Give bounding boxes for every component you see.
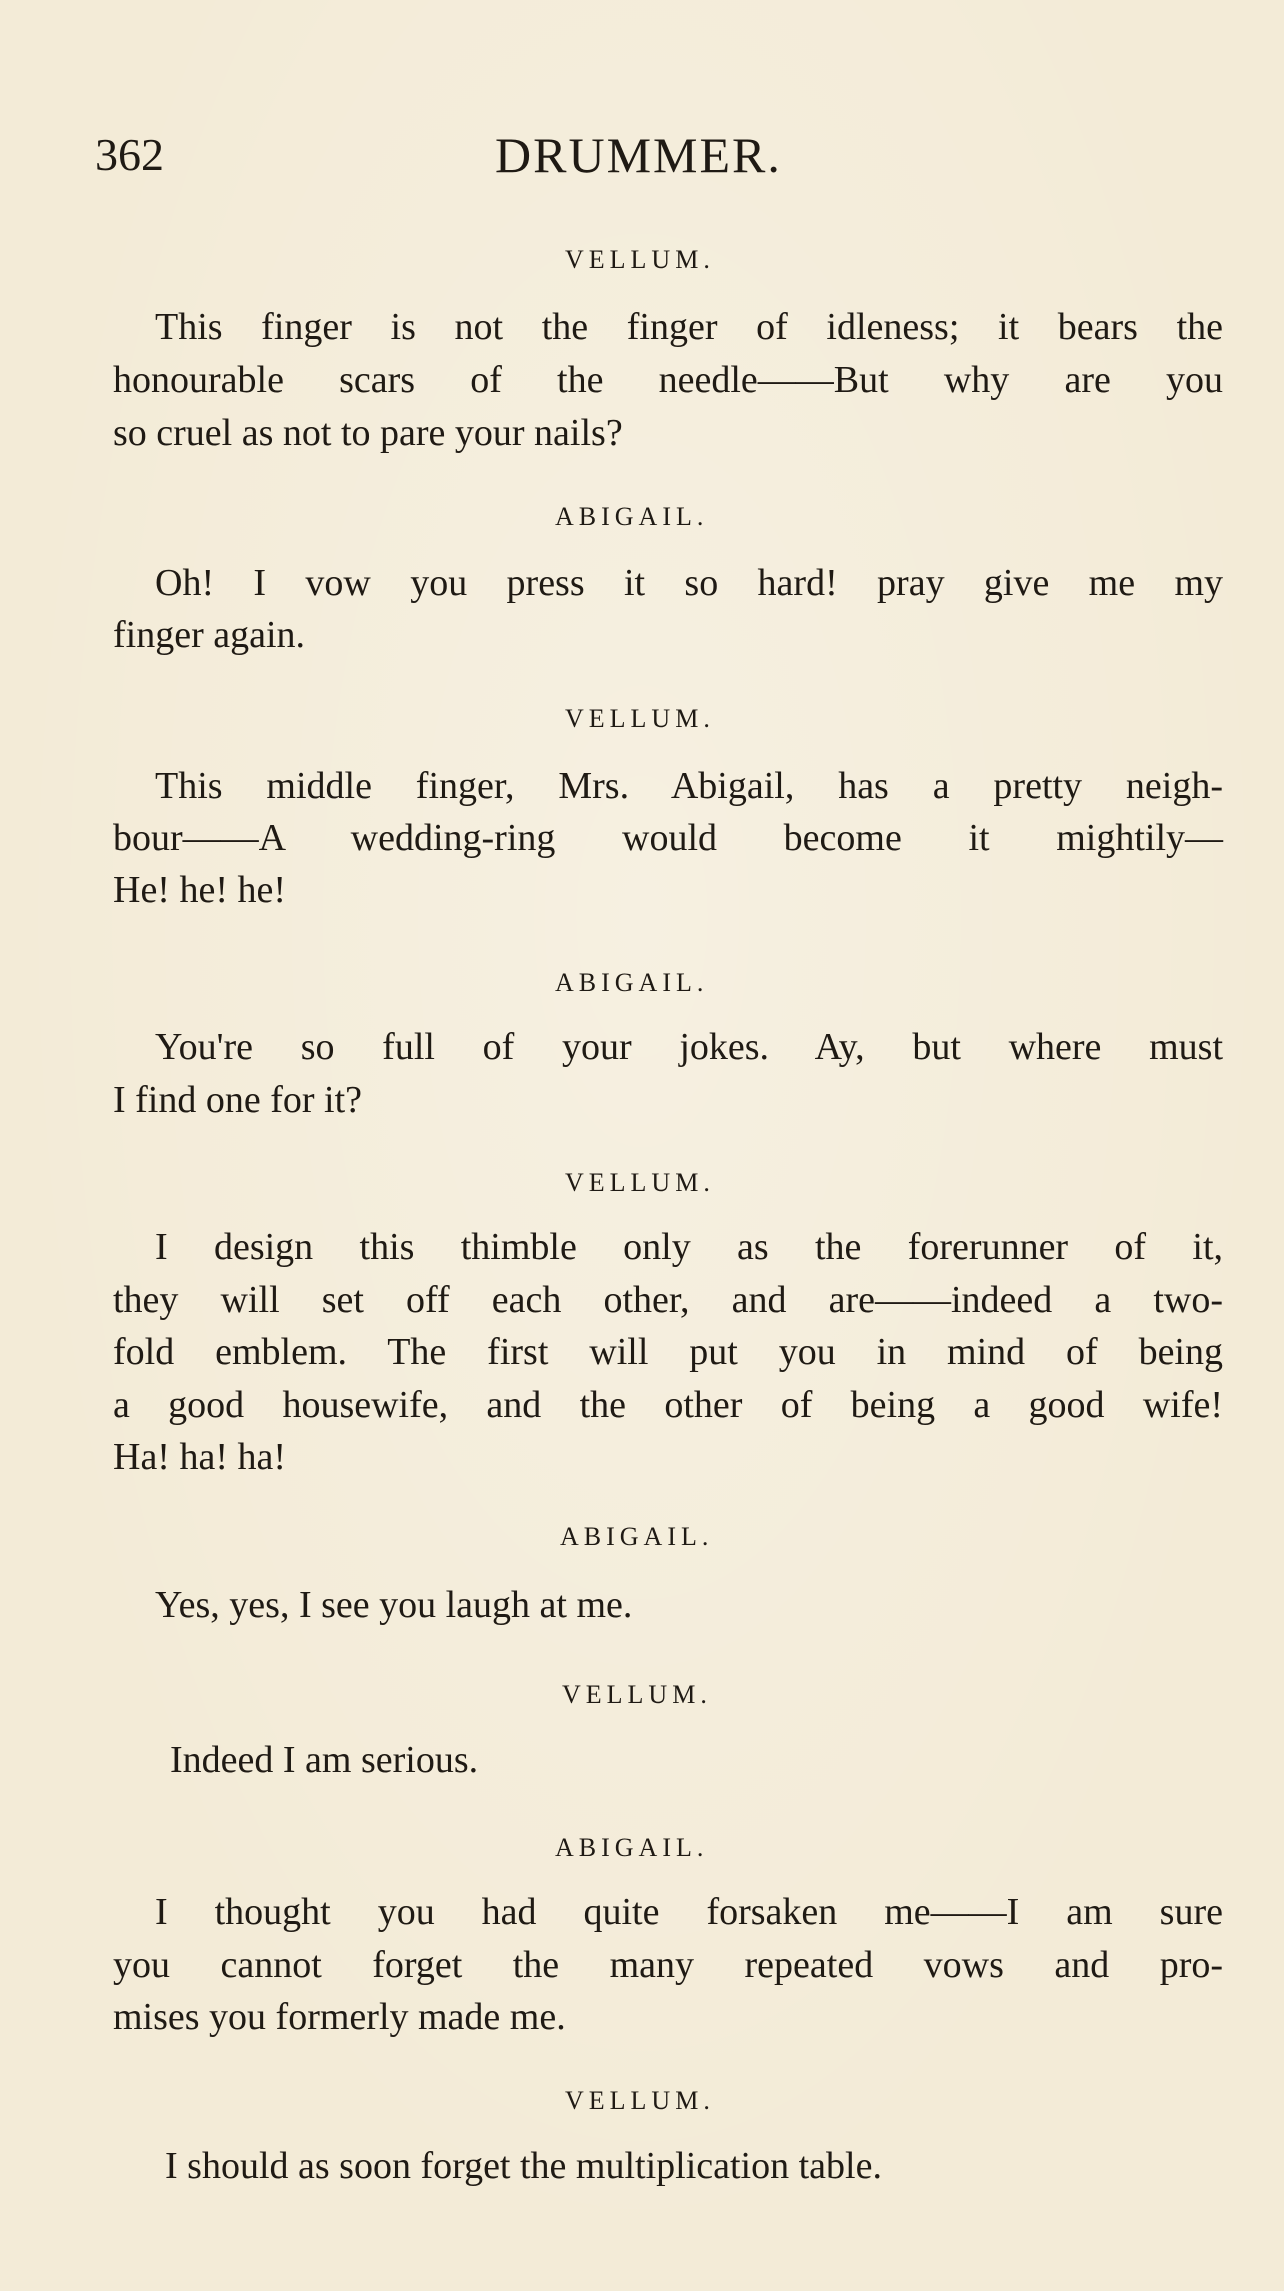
dialogue-line: fold emblem. The first will put you in mind of being — [113, 1331, 1223, 1373]
dialogue-line: mises you formerly made me. — [113, 1996, 566, 2038]
speaker-name: ABIGAIL. — [555, 968, 709, 997]
dialogue-line: This finger is not the finger of idleness; it bears the — [155, 306, 1223, 348]
dialogue-line: finger again. — [113, 614, 306, 656]
running-title: DRUMMER. — [495, 127, 782, 183]
speaker-name: ABIGAIL. — [555, 502, 709, 531]
speaker-name: VELLUM. — [565, 704, 715, 733]
dialogue-line: Yes, yes, I see you laugh at me. — [155, 1584, 633, 1626]
dialogue-line: I design this thimble only as the forerunner of it, — [155, 1226, 1223, 1268]
dialogue-line: bour——A wedding-ring would become it mightily— — [113, 817, 1223, 859]
page-header — [95, 125, 1215, 185]
dialogue-line: a good housewife, and the other of being a good wife! — [113, 1384, 1223, 1426]
dialogue-line: I should as soon forget the multiplication table. — [165, 2145, 882, 2187]
dialogue-line: Ha! ha! ha! — [113, 1436, 287, 1478]
speaker-name: VELLUM. — [565, 2086, 715, 2115]
dialogue-line: Indeed I am serious. — [170, 1739, 479, 1781]
speaker-name: VELLUM. — [565, 1168, 715, 1197]
speaker-name: VELLUM. — [562, 1680, 712, 1709]
speaker-name: ABIGAIL. — [555, 1833, 709, 1862]
dialogue-line: Oh! I vow you press it so hard! pray give me my — [155, 562, 1223, 604]
dialogue-line: I thought you had quite forsaken me——I am sure — [155, 1891, 1223, 1933]
dialogue-line: you cannot forget the many repeated vows and pro- — [113, 1944, 1223, 1986]
dialogue-line: He! he! he! — [113, 869, 287, 911]
dialogue-line: I find one for it? — [113, 1079, 363, 1121]
dialogue-line: honourable scars of the needle——But why are you — [113, 359, 1223, 401]
dialogue-line: they will set off each other, and are——indeed a two- — [113, 1279, 1223, 1321]
speaker-name: VELLUM. — [565, 245, 715, 274]
page-number: 362 — [95, 129, 164, 180]
speaker-name: ABIGAIL. — [560, 1522, 714, 1551]
dialogue-line: This middle finger, Mrs. Abigail, has a pretty neigh- — [155, 765, 1223, 807]
dialogue-line: You're so full of your jokes. Ay, but where must — [155, 1026, 1223, 1068]
dialogue-line: so cruel as not to pare your nails? — [113, 412, 623, 454]
